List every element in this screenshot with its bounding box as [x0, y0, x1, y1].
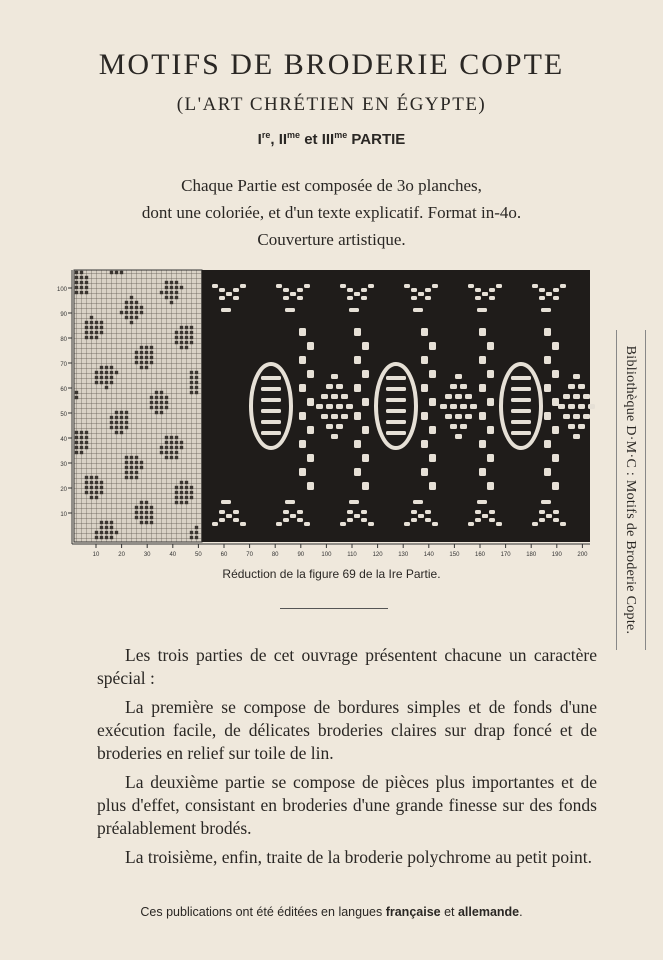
footer-lang-1: française: [385, 905, 441, 919]
bottom-tick-label: 70: [246, 552, 253, 558]
left-tick-label: 100: [56, 287, 67, 293]
paragraph-1: Les trois parties de cet ouvrage présentent chacune un caractère spécial :: [97, 645, 597, 688]
embroidery-figure: [56, 268, 600, 558]
bottom-tick-label: 50: [195, 552, 202, 558]
description: [60, 172, 603, 253]
left-tick-label: 60: [60, 387, 67, 393]
parts-sup-3: me: [334, 130, 348, 140]
parts-heading: [0, 130, 663, 148]
page-title: MOTIFS DE BRODERIE COPTE: [98, 48, 565, 81]
parts-text-2: , II: [270, 131, 288, 148]
bottom-tick-label: 190: [551, 552, 562, 558]
bottom-tick-label: 10: [92, 552, 100, 558]
left-axis-ticks: [57, 287, 72, 518]
bottom-tick-label: 100: [321, 552, 332, 558]
embroidery-illustration: [56, 268, 600, 558]
paragraph-3: La deuxième partie se compose de pièces plus importantes et de plus d'effet, consistant en broderies d'une grande finesse sur des fonds préalablement brodés.: [97, 772, 597, 838]
footer-suffix: .: [519, 905, 523, 919]
bottom-tick-label: 120: [372, 552, 383, 558]
parts-text-1: I: [257, 131, 262, 148]
paragraph-4: La troisième, enfin, traite de la broderie polychrome au petit point.: [125, 847, 592, 867]
left-tick-label: 70: [60, 362, 67, 368]
embroidery-photo: [202, 270, 590, 542]
side-label: Bibliothèque D·M·C : Motifs de Broderie Copte.: [623, 345, 638, 635]
bottom-tick-label: 30: [143, 552, 151, 558]
body-text: [97, 644, 597, 875]
bottom-axis-ticks: [93, 544, 588, 558]
divider: [280, 608, 388, 609]
description-line-2: dont une coloriée, et d'un texte explicatif. Format in-4o.: [141, 203, 522, 222]
parts-sup-1: re: [261, 130, 271, 140]
left-tick-label: 50: [60, 412, 67, 418]
description-line-1: Chaque Partie est composée de 3o planches,: [181, 176, 482, 195]
left-tick-label: 80: [60, 337, 67, 343]
bottom-tick-label: 200: [577, 552, 588, 558]
bottom-tick-label: 40: [169, 552, 177, 558]
bottom-tick-label: 150: [449, 552, 460, 558]
description-line-3: Couverture artistique.: [257, 230, 406, 249]
paragraph-2: La première se compose de bordures simples et de fonds d'une exécution facile, de délicates broderies claires sur drap foncé et de broderies en relief sur toile de lin.: [97, 697, 597, 763]
footer-lang-2: allemande: [457, 905, 520, 919]
bottom-tick-label: 130: [398, 552, 409, 558]
bottom-tick-label: 160: [474, 552, 486, 558]
parts-sup-2: me: [287, 130, 301, 140]
bottom-tick-label: 80: [271, 552, 279, 558]
bottom-tick-label: 60: [220, 552, 228, 558]
left-tick-label: 40: [60, 437, 67, 443]
parts-text-4: PARTIE: [347, 131, 406, 148]
left-tick-label: 30: [60, 462, 67, 468]
bottom-tick-label: 90: [297, 552, 305, 558]
footer-prefix: Ces publications ont été éditées en langues: [140, 905, 386, 919]
bottom-tick-label: 180: [526, 552, 537, 558]
left-tick-label: 20: [60, 487, 67, 493]
left-tick-label: 10: [60, 512, 67, 518]
bottom-tick-label: 170: [500, 552, 511, 558]
parts-text-3: et III: [300, 131, 335, 148]
bottom-tick-label: 20: [118, 552, 125, 558]
figure-caption: Réduction de la figure 69 de la Ire Partie.: [222, 567, 441, 581]
footer-middle: et: [440, 905, 458, 919]
footer-note: [0, 905, 663, 919]
bottom-tick-label: 110: [347, 552, 357, 558]
page-subtitle: (L'ART CHRÉTIEN EN ÉGYPTE): [176, 94, 487, 115]
bottom-tick-label: 140: [423, 552, 434, 558]
left-tick-label: 90: [60, 312, 67, 318]
